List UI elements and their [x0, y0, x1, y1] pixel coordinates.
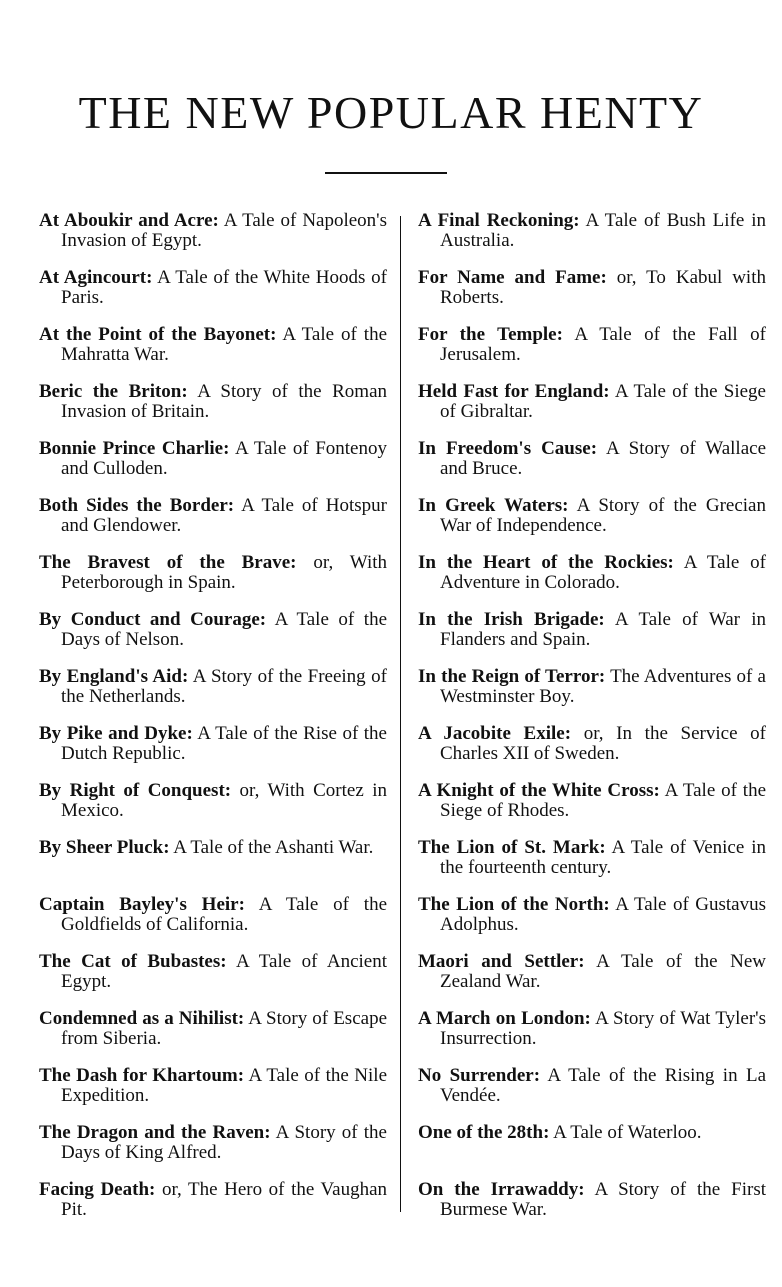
book-entry	[39, 496, 387, 553]
book-entry	[418, 496, 766, 553]
book-entry	[418, 382, 766, 439]
book-entry	[418, 724, 766, 781]
book-title: A March on London:	[418, 1008, 591, 1029]
book-title: For the Temple:	[418, 324, 563, 345]
book-subtitle: A Tale of the Days of Nelson.	[61, 609, 388, 650]
book-entry	[39, 895, 387, 952]
book-subtitle: or, In the Service of Charles XII of Sweden.	[440, 723, 767, 764]
book-title: By Sheer Pluck:	[39, 837, 170, 858]
book-entry	[418, 667, 766, 724]
book-title: A Final Reckoning:	[418, 210, 580, 231]
book-title: At Agincourt:	[39, 267, 153, 288]
book-title: In Greek Waters:	[418, 495, 569, 516]
book-title: The Bravest of the Brave:	[39, 552, 297, 573]
left-column	[39, 211, 387, 1237]
book-subtitle: A Tale of Napoleon's Invasion of Egypt.	[61, 210, 387, 251]
column-divider	[400, 216, 401, 1212]
book-entry	[39, 1123, 387, 1180]
book-subtitle: A Tale of War in Flanders and Spain.	[440, 609, 766, 650]
book-subtitle: The Adventures of a Westminster Boy.	[440, 666, 766, 707]
book-entry	[39, 268, 387, 325]
book-subtitle: A Tale of the Siege of Rhodes.	[440, 780, 767, 821]
book-entry	[39, 211, 387, 268]
book-subtitle: A Tale of the Nile Expedition.	[61, 1065, 387, 1106]
book-entry	[39, 382, 387, 439]
book-title: Condemned as a Nihilist:	[39, 1008, 245, 1029]
book-subtitle: A Tale of the Ashanti War.	[173, 837, 374, 858]
book-entry	[418, 553, 766, 610]
book-entry	[418, 211, 766, 268]
book-title: In the Irish Brigade:	[418, 609, 605, 630]
book-subtitle: A Tale of the Rising in La Vendée.	[440, 1065, 767, 1106]
book-subtitle: A Tale of Ancient Egypt.	[61, 951, 388, 992]
book-entry	[418, 895, 766, 952]
book-title: At Aboukir and Acre:	[39, 210, 219, 231]
book-subtitle: A Tale of Adventure in Colorado.	[440, 552, 766, 593]
book-subtitle: A Tale of Fontenoy and Culloden.	[61, 438, 387, 479]
book-subtitle: or, To Kabul with Roberts.	[440, 267, 766, 308]
book-subtitle: A Tale of the Siege of Gibraltar.	[440, 381, 766, 422]
book-subtitle: A Story of Wallace and Bruce.	[440, 438, 767, 479]
book-entry	[418, 1009, 766, 1066]
book-entry	[418, 781, 766, 838]
book-title: Maori and Settler:	[418, 951, 585, 972]
book-entry	[39, 838, 387, 895]
book-title: By England's Aid:	[39, 666, 189, 687]
book-subtitle: A Story of the Freeing of the Netherlands.	[61, 666, 387, 707]
book-entry	[39, 1180, 387, 1237]
book-subtitle: A Tale of the White Hoods of Paris.	[61, 267, 388, 308]
book-title: One of the 28th:	[418, 1122, 550, 1143]
book-entry	[418, 952, 766, 1009]
book-subtitle: A Story of the First Burmese War.	[440, 1179, 767, 1220]
book-entry	[39, 610, 387, 667]
book-title: The Dash for Khartoum:	[39, 1065, 245, 1086]
book-subtitle: A Tale of the New Zealand War.	[440, 951, 767, 992]
book-subtitle: A Story of the Grecian War of Independence.	[440, 495, 766, 536]
book-title: Bonnie Prince Charlie:	[39, 438, 230, 459]
book-subtitle: A Tale of the Goldfields of California.	[61, 894, 387, 935]
book-title: The Dragon and the Raven:	[39, 1122, 271, 1143]
book-subtitle: A Tale of the Mahratta War.	[61, 324, 388, 365]
book-title: The Cat of Bubastes:	[39, 951, 227, 972]
book-subtitle: A Tale of Hotspur and Glendower.	[61, 495, 388, 536]
book-subtitle: A Story of the Roman Invasion of Britain.	[61, 381, 388, 422]
book-entry	[418, 838, 766, 895]
book-entry	[39, 439, 387, 496]
book-entry	[418, 610, 766, 667]
book-subtitle: A Story of Escape from Siberia.	[61, 1008, 387, 1049]
book-title: By Right of Conquest:	[39, 780, 232, 801]
book-subtitle: A Tale of Bush Life in Australia.	[440, 210, 766, 251]
book-entry	[39, 667, 387, 724]
book-subtitle: or, The Hero of the Vaughan Pit.	[61, 1179, 388, 1220]
book-entry	[418, 325, 766, 382]
book-subtitle: A Tale of Venice in the fourteenth century.	[440, 837, 766, 878]
book-subtitle: A Tale of Waterloo.	[553, 1122, 702, 1143]
book-title: At the Point of the Bayonet:	[39, 324, 277, 345]
book-title: By Conduct and Courage:	[39, 609, 267, 630]
book-title: By Pike and Dyke:	[39, 723, 193, 744]
book-subtitle: A Story of Wat Tyler's Insurrection.	[440, 1008, 767, 1049]
book-subtitle: or, With Cortez in Mexico.	[61, 780, 387, 821]
book-entry	[39, 724, 387, 781]
book-title: No Surrender:	[418, 1065, 541, 1086]
book-subtitle: or, With Peterborough in Spain.	[61, 552, 387, 593]
book-entry	[39, 553, 387, 610]
title-rule	[325, 172, 447, 174]
page-title: THE NEW POPULAR HENTY	[78, 87, 704, 138]
book-subtitle: A Tale of the Rise of the Dutch Republic.	[61, 723, 387, 764]
book-entry	[39, 325, 387, 382]
book-entry	[418, 1066, 766, 1123]
book-entry	[418, 268, 766, 325]
book-title: The Lion of St. Mark:	[418, 837, 606, 858]
book-entry	[39, 952, 387, 1009]
book-title: The Lion of the North:	[418, 894, 610, 915]
book-title: For Name and Fame:	[418, 267, 607, 288]
book-title: On the Irrawaddy:	[418, 1179, 585, 1200]
book-title: Captain Bayley's Heir:	[39, 894, 245, 915]
book-entry	[418, 1180, 766, 1237]
book-entry	[418, 439, 766, 496]
book-title: Beric the Briton:	[39, 381, 188, 402]
book-entry	[39, 1066, 387, 1123]
book-title: In the Reign of Terror:	[418, 666, 606, 687]
book-title: Facing Death:	[39, 1179, 156, 1200]
book-entry	[39, 1009, 387, 1066]
book-subtitle: A Tale of Gustavus Adolphus.	[440, 894, 766, 935]
book-title: A Jacobite Exile:	[418, 723, 572, 744]
book-title: Held Fast for England:	[418, 381, 610, 402]
book-subtitle: A Story of the Days of King Alfred.	[61, 1122, 387, 1163]
book-entry	[39, 781, 387, 838]
book-title: A Knight of the White Cross:	[418, 780, 660, 801]
book-entry	[418, 1123, 766, 1180]
book-title: Both Sides the Border:	[39, 495, 235, 516]
book-title: In the Heart of the Rockies:	[418, 552, 674, 573]
book-title: In Freedom's Cause:	[418, 438, 598, 459]
right-column	[418, 211, 766, 1237]
book-subtitle: A Tale of the Fall of Jerusalem.	[440, 324, 766, 365]
